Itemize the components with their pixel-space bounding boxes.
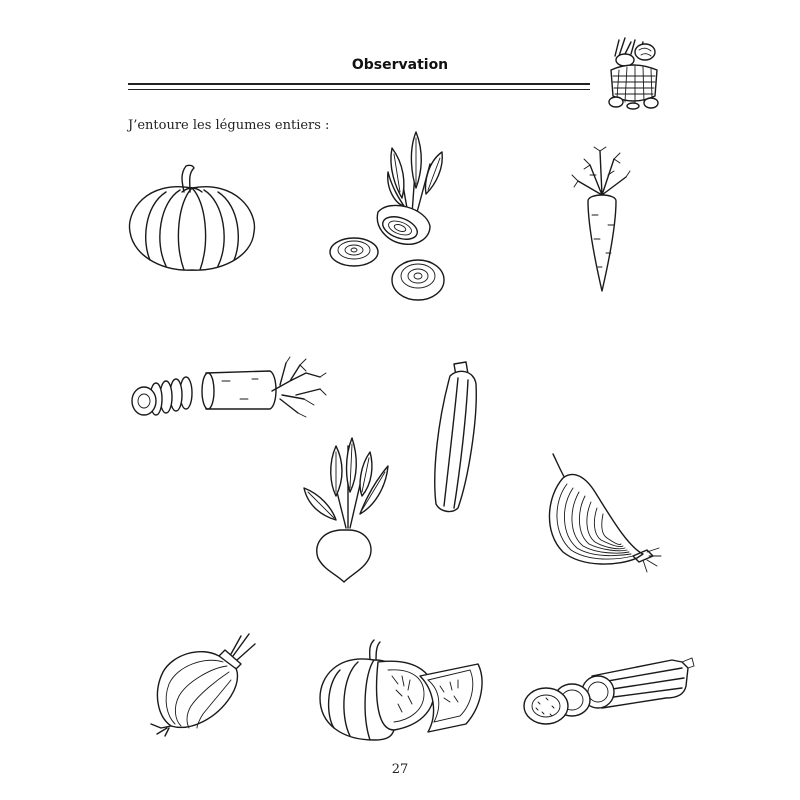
instruction-text: J’entoure les légumes entiers : <box>128 118 330 133</box>
page-title: Observation <box>351 57 449 73</box>
whole-onion[interactable] <box>145 632 257 736</box>
whole-zucchini[interactable] <box>428 360 482 516</box>
page-number: 27 <box>391 762 409 777</box>
whole-carrot[interactable] <box>570 145 634 295</box>
sliced-beetroot[interactable] <box>330 128 450 308</box>
cut-pumpkin[interactable] <box>318 640 488 746</box>
sliced-carrot[interactable] <box>130 355 330 425</box>
vegetable-basket-icon <box>605 36 661 110</box>
sliced-zucchini[interactable] <box>522 656 698 728</box>
whole-beetroot[interactable] <box>300 436 396 586</box>
whole-pumpkin[interactable] <box>126 162 258 274</box>
header-rule-thin <box>128 89 590 90</box>
cut-onion[interactable] <box>543 452 663 576</box>
header-rule <box>128 83 590 85</box>
